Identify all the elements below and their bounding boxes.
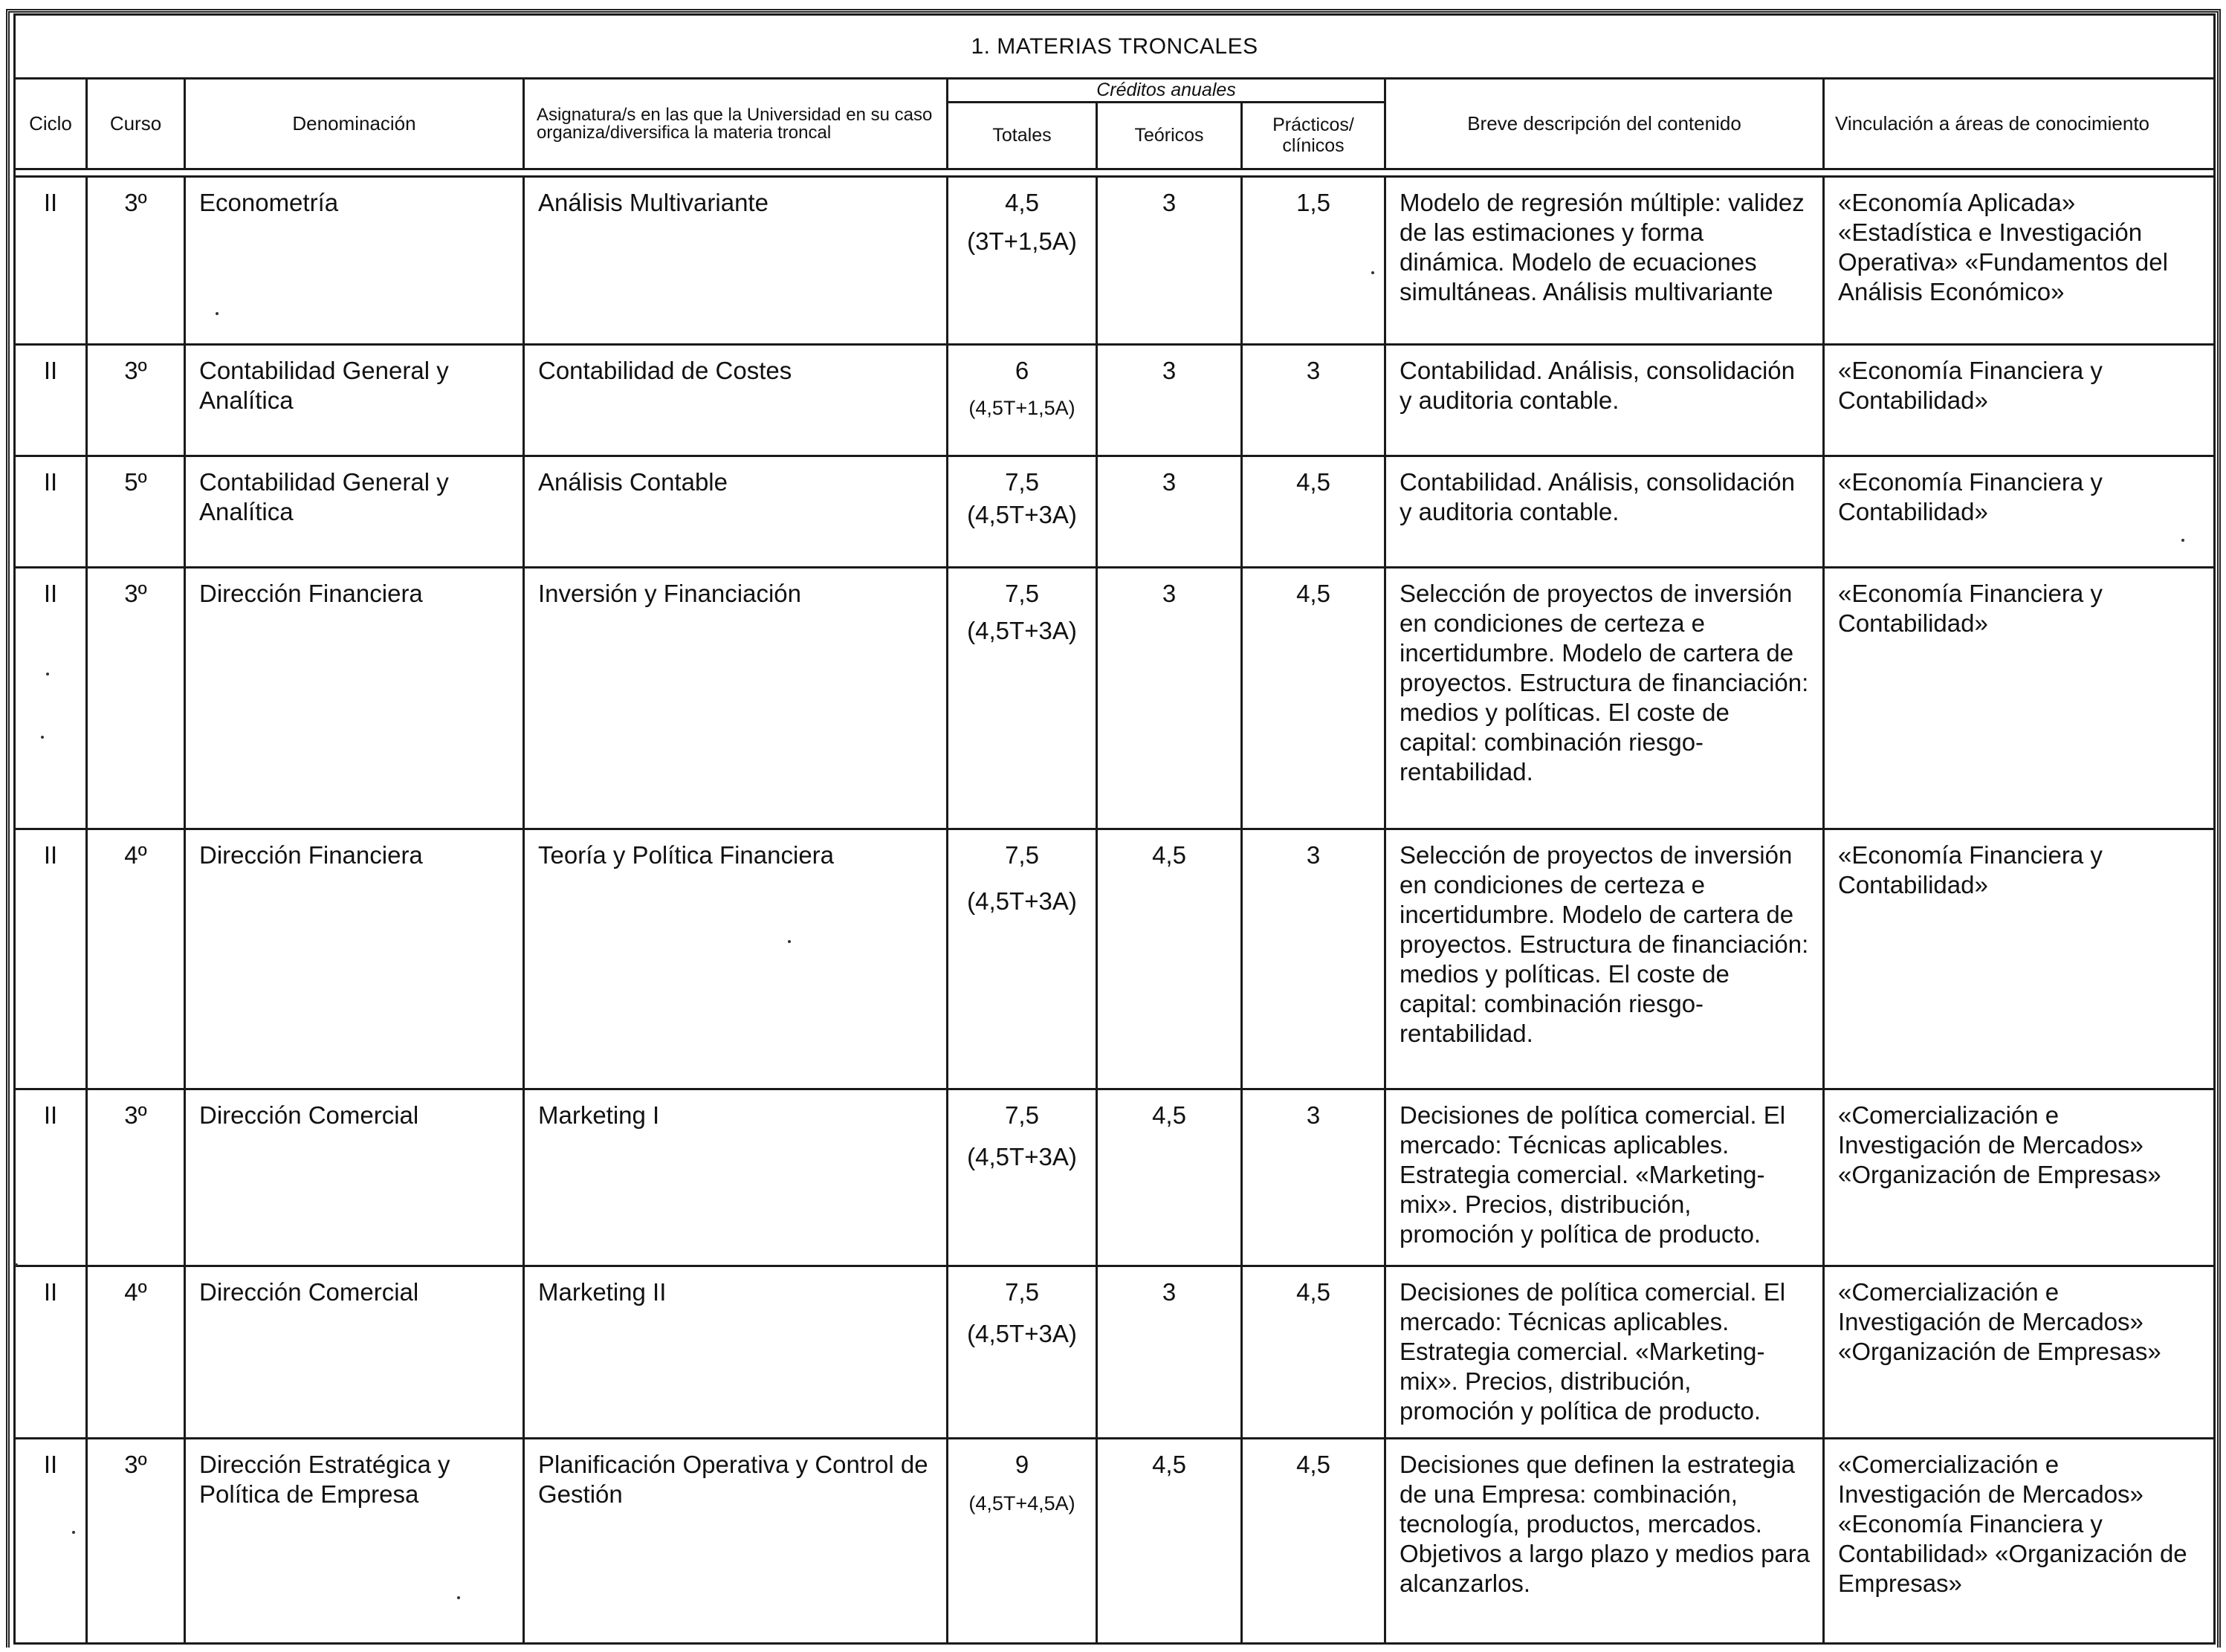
scan-speck (15, 1263, 18, 1266)
totales-value: 4,5 (1005, 189, 1039, 216)
totales-value: 6 (1015, 357, 1029, 384)
cell-descripcion: Modelo de regresión múltiple: validez de las estimaciones y forma dinámica. Modelo de ecuaciones simultáneas. Análisis multivariante (1385, 177, 1824, 345)
scan-speck (216, 312, 219, 315)
cell-teoricos: 3 (1097, 568, 1242, 829)
totales-detalle: (4,5T+4,5A) (968, 1492, 1075, 1515)
scan-speck (72, 1531, 75, 1534)
cell-practicos: 1,5 (1242, 177, 1385, 345)
cell-totales (948, 1266, 1097, 1439)
cell-curso: 3º (87, 345, 185, 456)
scan-speck (46, 673, 49, 676)
cell-asignatura: Planificación Operativa y Control de Gestión (524, 1439, 948, 1644)
totales-value: 7,5 (1005, 580, 1039, 607)
totales-detalle: (4,5T+3A) (967, 617, 1077, 644)
cell-vinculacion: «Economía Financiera y Contabilidad» (1824, 568, 2215, 829)
scan-speck (2181, 539, 2184, 542)
totales-detalle: (4,5T+3A) (967, 887, 1077, 915)
header-asignatura: Asignatura/s en las que la Universidad en su caso organiza/diversifica la materia troncal (524, 79, 948, 169)
table-title: 1. MATERIAS TRONCALES (15, 15, 2215, 79)
cell-practicos: 3 (1242, 345, 1385, 456)
cell-descripcion: Selección de proyectos de inversión en condiciones de certeza e incertidumbre. Modelo de cartera de proyectos. Estructura de financiación: medios y políticas. El coste de capital: combinación riesgo-rentabilidad. (1385, 829, 1824, 1089)
table-row (15, 1439, 2215, 1644)
cell-teoricos: 3 (1097, 456, 1242, 568)
cell-asignatura: Inversión y Financiación (524, 568, 948, 829)
cell-denominacion: Dirección Estratégica y Política de Empresa (185, 1439, 524, 1644)
scan-speck (41, 736, 44, 739)
cell-practicos: 4,5 (1242, 1439, 1385, 1644)
header-denominacion: Denominación (185, 79, 524, 169)
totales-value: 7,5 (1005, 841, 1039, 869)
scan-speck (1371, 271, 1374, 274)
totales-detalle: (4,5T+1,5A) (968, 397, 1075, 419)
cell-totales (948, 456, 1097, 568)
table-row (15, 568, 2215, 829)
header-totales: Totales (948, 103, 1097, 169)
table-row (15, 829, 2215, 1089)
cell-asignatura: Marketing II (524, 1266, 948, 1439)
cell-curso: 3º (87, 1439, 185, 1644)
cell-asignatura: Contabilidad de Costes (524, 345, 948, 456)
cell-denominacion: Dirección Comercial (185, 1266, 524, 1439)
cell-curso: 3º (87, 568, 185, 829)
cell-practicos: 4,5 (1242, 1266, 1385, 1439)
cell-ciclo: II (15, 829, 87, 1089)
cell-ciclo: II (15, 345, 87, 456)
totales-detalle: (4,5T+3A) (967, 1143, 1077, 1170)
cell-totales (948, 829, 1097, 1089)
cell-denominacion: Dirección Comercial (185, 1089, 524, 1266)
header-ciclo: Ciclo (15, 79, 87, 169)
cell-asignatura: Análisis Contable (524, 456, 948, 568)
cell-asignatura: Análisis Multivariante (524, 177, 948, 345)
cell-descripcion: Contabilidad. Análisis, consolidación y auditoria contable. (1385, 456, 1824, 568)
cell-vinculacion: «Economía Financiera y Contabilidad» (1824, 456, 2215, 568)
cell-teoricos: 4,5 (1097, 1439, 1242, 1644)
table-row (15, 345, 2215, 456)
header-vinculacion: Vinculación a áreas de conocimiento (1824, 79, 2215, 169)
cell-teoricos: 3 (1097, 1266, 1242, 1439)
cell-teoricos: 4,5 (1097, 829, 1242, 1089)
cell-vinculacion: «Economía Aplicada» «Estadística e Investigación Operativa» «Fundamentos del Análisis Económico» (1824, 177, 2215, 345)
cell-ciclo: II (15, 1266, 87, 1439)
cell-denominacion: Contabilidad General y Analítica (185, 456, 524, 568)
totales-value: 7,5 (1005, 468, 1039, 496)
cell-teoricos: 4,5 (1097, 1089, 1242, 1266)
cell-curso: 3º (87, 177, 185, 345)
table-row (15, 177, 2215, 345)
cell-curso: 3º (87, 1089, 185, 1266)
cell-vinculacion: «Economía Financiera y Contabilidad» (1824, 345, 2215, 456)
cell-vinculacion: «Comercialización e Investigación de Mercados» «Organización de Empresas» (1824, 1266, 2215, 1439)
materias-troncales-table (13, 13, 2216, 1645)
cell-ciclo: II (15, 1439, 87, 1644)
header-practicos: Prácticos/ clínicos (1242, 103, 1385, 169)
cell-practicos: 3 (1242, 829, 1385, 1089)
scan-speck (457, 1596, 460, 1599)
totales-value: 9 (1015, 1451, 1029, 1478)
header-separator (15, 169, 2215, 177)
cell-totales (948, 1089, 1097, 1266)
totales-detalle: (4,5T+3A) (967, 501, 1077, 528)
cell-asignatura: Marketing I (524, 1089, 948, 1266)
cell-practicos: 4,5 (1242, 568, 1385, 829)
cell-totales (948, 345, 1097, 456)
totales-detalle: (4,5T+3A) (967, 1320, 1077, 1347)
cell-ciclo: II (15, 568, 87, 829)
header-curso: Curso (87, 79, 185, 169)
cell-ciclo: II (15, 456, 87, 568)
totales-value: 7,5 (1005, 1278, 1039, 1306)
totales-detalle: (3T+1,5A) (967, 227, 1077, 255)
cell-denominacion: Dirección Financiera (185, 568, 524, 829)
cell-vinculacion: «Comercialización e Investigación de Mercados» «Organización de Empresas» (1824, 1089, 2215, 1266)
cell-denominacion: Contabilidad General y Analítica (185, 345, 524, 456)
cell-totales (948, 568, 1097, 829)
header-creditos-anuales: Créditos anuales (948, 79, 1385, 103)
cell-curso: 4º (87, 1266, 185, 1439)
cell-practicos: 3 (1242, 1089, 1385, 1266)
cell-denominacion: Dirección Financiera (185, 829, 524, 1089)
cell-teoricos: 3 (1097, 345, 1242, 456)
cell-practicos: 4,5 (1242, 456, 1385, 568)
cell-vinculacion: «Comercialización e Investigación de Mercados» «Economía Financiera y Contabilidad» «Organización de Empresas» (1824, 1439, 2215, 1644)
totales-value: 7,5 (1005, 1101, 1039, 1129)
cell-totales (948, 177, 1097, 345)
cell-totales (948, 1439, 1097, 1644)
cell-descripcion: Decisiones que definen la estrategia de una Empresa: combinación, tecnología, productos, mercados. Objetivos a largo plazo y medios para alcanzarlos. (1385, 1439, 1824, 1644)
cell-descripcion: Contabilidad. Análisis, consolidación y auditoria contable. (1385, 345, 1824, 456)
header-teoricos: Teóricos (1097, 103, 1242, 169)
cell-ciclo: II (15, 1089, 87, 1266)
cell-descripcion: Decisiones de política comercial. El mercado: Técnicas aplicables. Estrategia comercial. «Marketing-mix». Precios, distribución, promoción y política de producto. (1385, 1089, 1824, 1266)
cell-asignatura: Teoría y Política Financiera (524, 829, 948, 1089)
cell-ciclo: II (15, 177, 87, 345)
header-descripcion: Breve descripción del contenido (1385, 79, 1824, 169)
table-row (15, 1089, 2215, 1266)
cell-denominacion: Econometría (185, 177, 524, 345)
table-row (15, 456, 2215, 568)
cell-curso: 5º (87, 456, 185, 568)
scan-speck (788, 940, 791, 943)
table-row (15, 1266, 2215, 1439)
cell-vinculacion: «Economía Financiera y Contabilidad» (1824, 829, 2215, 1089)
cell-descripcion: Decisiones de política comercial. El mercado: Técnicas aplicables. Estrategia comercial. «Marketing-mix». Precios, distribución, promoción y política de producto. (1385, 1266, 1824, 1439)
cell-teoricos: 3 (1097, 177, 1242, 345)
cell-curso: 4º (87, 829, 185, 1089)
cell-descripcion: Selección de proyectos de inversión en condiciones de certeza e incertidumbre. Modelo de cartera de proyectos. Estructura de financiación: medios y políticas. El coste de capital: combinación riesgo-rentabilidad. (1385, 568, 1824, 829)
